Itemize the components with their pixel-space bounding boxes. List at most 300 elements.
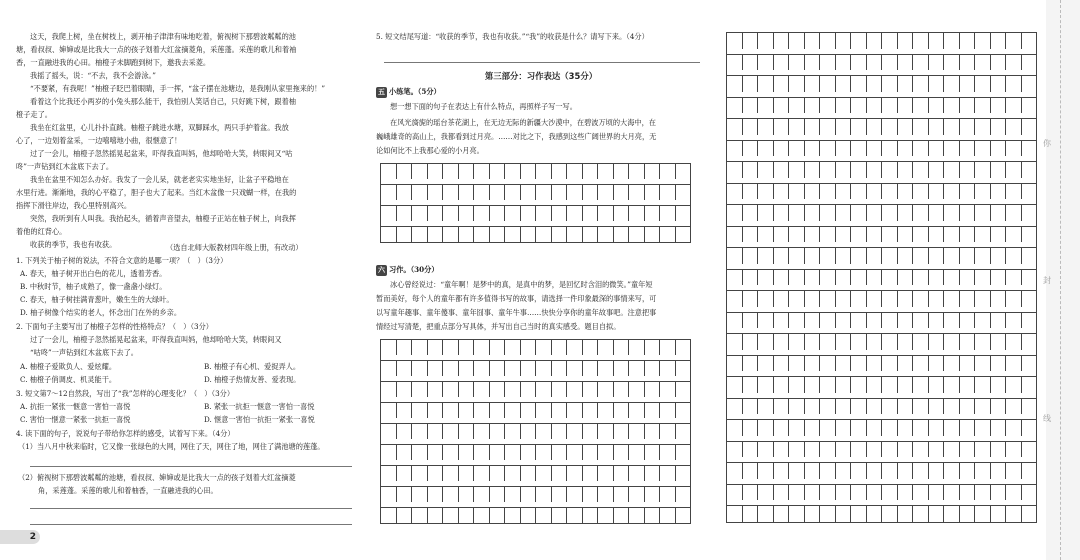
- grid-cell[interactable]: [866, 54, 882, 71]
- grid-cell[interactable]: [943, 312, 959, 329]
- grid-cell[interactable]: [819, 140, 835, 157]
- section-6-writing-grid-top[interactable]: [380, 339, 691, 524]
- grid-cell[interactable]: [804, 226, 820, 243]
- grid-cell[interactable]: [1021, 441, 1037, 458]
- grid-cell[interactable]: [835, 355, 851, 372]
- grid-cell[interactable]: [912, 505, 928, 522]
- grid-cell[interactable]: [726, 204, 742, 221]
- grid-cell[interactable]: [897, 312, 913, 329]
- grid-cell[interactable]: [396, 507, 412, 523]
- grid-cell[interactable]: [773, 140, 789, 157]
- grid-cell[interactable]: [380, 507, 396, 523]
- grid-cell[interactable]: [866, 183, 882, 200]
- grid-cell[interactable]: [644, 444, 660, 460]
- grid-cell[interactable]: [974, 75, 990, 92]
- grid-cell[interactable]: [473, 402, 489, 418]
- grid-cell[interactable]: [504, 465, 520, 481]
- grid-cell[interactable]: [396, 465, 412, 481]
- grid-cell[interactable]: [1005, 462, 1021, 479]
- grid-cell[interactable]: [804, 441, 820, 458]
- q2-option-d[interactable]: D. 柚橙子热情友善、爱表现。: [204, 375, 301, 384]
- grid-cell[interactable]: [850, 161, 866, 178]
- grid-cell[interactable]: [866, 269, 882, 286]
- grid-cell[interactable]: [411, 163, 427, 179]
- grid-cell[interactable]: [881, 333, 897, 350]
- grid-cell[interactable]: [489, 163, 505, 179]
- grid-cell[interactable]: [835, 441, 851, 458]
- grid-cell[interactable]: [943, 32, 959, 49]
- grid-cell[interactable]: [866, 355, 882, 372]
- grid-cell[interactable]: [442, 486, 458, 502]
- grid-cell[interactable]: [551, 381, 567, 397]
- grid-cell[interactable]: [551, 423, 567, 439]
- grid-cell[interactable]: [726, 505, 742, 522]
- grid-cell[interactable]: [866, 247, 882, 264]
- grid-cell[interactable]: [489, 226, 505, 242]
- grid-cell[interactable]: [897, 269, 913, 286]
- grid-cell[interactable]: [788, 441, 804, 458]
- grid-cell[interactable]: [675, 423, 691, 439]
- grid-cell[interactable]: [974, 505, 990, 522]
- grid-cell[interactable]: [520, 339, 536, 355]
- grid-cell[interactable]: [757, 269, 773, 286]
- grid-cell[interactable]: [726, 226, 742, 243]
- grid-cell[interactable]: [613, 360, 629, 376]
- grid-cell[interactable]: [566, 423, 582, 439]
- grid-cell[interactable]: [773, 97, 789, 114]
- grid-cell[interactable]: [912, 398, 928, 415]
- grid-cell[interactable]: [928, 97, 944, 114]
- grid-cell[interactable]: [442, 465, 458, 481]
- grid-cell[interactable]: [804, 290, 820, 307]
- grid-cell[interactable]: [773, 226, 789, 243]
- grid-cell[interactable]: [458, 507, 474, 523]
- grid-cell[interactable]: [928, 290, 944, 307]
- grid-cell[interactable]: [551, 339, 567, 355]
- grid-cell[interactable]: [897, 140, 913, 157]
- grid-cell[interactable]: [1021, 140, 1037, 157]
- q2-option-b[interactable]: B. 柚橙子有心机、爱捉弄人。: [204, 362, 301, 371]
- grid-cell[interactable]: [380, 184, 396, 200]
- grid-cell[interactable]: [943, 462, 959, 479]
- grid-cell[interactable]: [582, 339, 598, 355]
- grid-cell[interactable]: [788, 161, 804, 178]
- grid-cell[interactable]: [788, 204, 804, 221]
- grid-cell[interactable]: [659, 184, 675, 200]
- grid-cell[interactable]: [866, 312, 882, 329]
- grid-cell[interactable]: [990, 54, 1006, 71]
- grid-cell[interactable]: [928, 462, 944, 479]
- grid-cell[interactable]: [850, 183, 866, 200]
- grid-cell[interactable]: [819, 398, 835, 415]
- grid-cell[interactable]: [773, 441, 789, 458]
- q3-option-d[interactable]: D. 惬意一害怕一抗拒一紧张一喜悦: [204, 415, 315, 424]
- grid-cell[interactable]: [990, 398, 1006, 415]
- grid-cell[interactable]: [473, 507, 489, 523]
- grid-cell[interactable]: [659, 402, 675, 418]
- grid-cell[interactable]: [835, 183, 851, 200]
- grid-cell[interactable]: [582, 205, 598, 221]
- grid-cell[interactable]: [582, 184, 598, 200]
- grid-cell[interactable]: [396, 360, 412, 376]
- grid-cell[interactable]: [943, 247, 959, 264]
- grid-cell[interactable]: [411, 423, 427, 439]
- grid-cell[interactable]: [804, 97, 820, 114]
- grid-cell[interactable]: [442, 205, 458, 221]
- grid-cell[interactable]: [473, 381, 489, 397]
- grid-cell[interactable]: [535, 360, 551, 376]
- grid-cell[interactable]: [804, 32, 820, 49]
- grid-cell[interactable]: [974, 333, 990, 350]
- grid-cell[interactable]: [866, 32, 882, 49]
- grid-cell[interactable]: [928, 226, 944, 243]
- grid-cell[interactable]: [773, 333, 789, 350]
- grid-cell[interactable]: [1021, 398, 1037, 415]
- grid-cell[interactable]: [675, 360, 691, 376]
- grid-cell[interactable]: [757, 355, 773, 372]
- grid-cell[interactable]: [520, 486, 536, 502]
- grid-cell[interactable]: [943, 118, 959, 135]
- grid-cell[interactable]: [773, 376, 789, 393]
- grid-cell[interactable]: [427, 507, 443, 523]
- grid-cell[interactable]: [850, 484, 866, 501]
- grid-cell[interactable]: [990, 75, 1006, 92]
- grid-cell[interactable]: [974, 97, 990, 114]
- grid-cell[interactable]: [504, 205, 520, 221]
- grid-cell[interactable]: [835, 484, 851, 501]
- grid-cell[interactable]: [597, 444, 613, 460]
- grid-cell[interactable]: [427, 486, 443, 502]
- grid-cell[interactable]: [535, 423, 551, 439]
- grid-cell[interactable]: [928, 183, 944, 200]
- grid-cell[interactable]: [1005, 505, 1021, 522]
- grid-cell[interactable]: [943, 419, 959, 436]
- grid-cell[interactable]: [597, 402, 613, 418]
- grid-cell[interactable]: [990, 462, 1006, 479]
- grid-cell[interactable]: [990, 97, 1006, 114]
- grid-cell[interactable]: [628, 423, 644, 439]
- grid-cell[interactable]: [959, 484, 975, 501]
- grid-cell[interactable]: [504, 507, 520, 523]
- grid-cell[interactable]: [928, 376, 944, 393]
- grid-cell[interactable]: [597, 360, 613, 376]
- grid-cell[interactable]: [990, 226, 1006, 243]
- grid-cell[interactable]: [442, 226, 458, 242]
- grid-cell[interactable]: [881, 462, 897, 479]
- grid-cell[interactable]: [473, 339, 489, 355]
- grid-cell[interactable]: [928, 398, 944, 415]
- grid-cell[interactable]: [757, 484, 773, 501]
- grid-cell[interactable]: [442, 507, 458, 523]
- grid-cell[interactable]: [804, 269, 820, 286]
- grid-cell[interactable]: [757, 505, 773, 522]
- grid-cell[interactable]: [881, 204, 897, 221]
- grid-cell[interactable]: [504, 360, 520, 376]
- grid-cell[interactable]: [489, 423, 505, 439]
- grid-cell[interactable]: [566, 381, 582, 397]
- grid-cell[interactable]: [551, 205, 567, 221]
- grid-cell[interactable]: [835, 333, 851, 350]
- grid-cell[interactable]: [659, 205, 675, 221]
- grid-cell[interactable]: [411, 402, 427, 418]
- grid-cell[interactable]: [597, 423, 613, 439]
- grid-cell[interactable]: [535, 205, 551, 221]
- q1-option-c[interactable]: C. 春天，柚子树挂满青葱叶，嫩生生的大绿叶。: [20, 295, 174, 304]
- grid-cell[interactable]: [644, 339, 660, 355]
- grid-cell[interactable]: [726, 54, 742, 71]
- grid-cell[interactable]: [881, 441, 897, 458]
- grid-cell[interactable]: [835, 54, 851, 71]
- grid-cell[interactable]: [928, 355, 944, 372]
- grid-cell[interactable]: [897, 376, 913, 393]
- grid-cell[interactable]: [396, 381, 412, 397]
- grid-cell[interactable]: [866, 204, 882, 221]
- grid-cell[interactable]: [535, 486, 551, 502]
- grid-cell[interactable]: [788, 97, 804, 114]
- grid-cell[interactable]: [597, 184, 613, 200]
- grid-cell[interactable]: [582, 507, 598, 523]
- grid-cell[interactable]: [959, 419, 975, 436]
- grid-cell[interactable]: [742, 161, 758, 178]
- grid-cell[interactable]: [757, 376, 773, 393]
- grid-cell[interactable]: [380, 444, 396, 460]
- grid-cell[interactable]: [804, 204, 820, 221]
- grid-cell[interactable]: [535, 184, 551, 200]
- grid-cell[interactable]: [551, 163, 567, 179]
- grid-cell[interactable]: [726, 419, 742, 436]
- grid-cell[interactable]: [1005, 118, 1021, 135]
- grid-cell[interactable]: [804, 140, 820, 157]
- grid-cell[interactable]: [742, 97, 758, 114]
- grid-cell[interactable]: [788, 419, 804, 436]
- grid-cell[interactable]: [520, 184, 536, 200]
- grid-cell[interactable]: [473, 465, 489, 481]
- grid-cell[interactable]: [835, 398, 851, 415]
- grid-cell[interactable]: [897, 247, 913, 264]
- grid-cell[interactable]: [974, 398, 990, 415]
- grid-cell[interactable]: [458, 402, 474, 418]
- grid-cell[interactable]: [819, 161, 835, 178]
- grid-cell[interactable]: [804, 419, 820, 436]
- grid-cell[interactable]: [520, 444, 536, 460]
- grid-cell[interactable]: [726, 484, 742, 501]
- grid-cell[interactable]: [504, 339, 520, 355]
- grid-cell[interactable]: [1005, 441, 1021, 458]
- grid-cell[interactable]: [835, 226, 851, 243]
- grid-cell[interactable]: [396, 402, 412, 418]
- grid-cell[interactable]: [974, 161, 990, 178]
- grid-cell[interactable]: [788, 333, 804, 350]
- grid-cell[interactable]: [726, 312, 742, 329]
- grid-cell[interactable]: [912, 204, 928, 221]
- grid-cell[interactable]: [566, 402, 582, 418]
- grid-cell[interactable]: [551, 184, 567, 200]
- grid-cell[interactable]: [520, 423, 536, 439]
- grid-cell[interactable]: [520, 507, 536, 523]
- grid-cell[interactable]: [943, 376, 959, 393]
- grid-cell[interactable]: [850, 97, 866, 114]
- grid-cell[interactable]: [613, 486, 629, 502]
- grid-cell[interactable]: [757, 32, 773, 49]
- grid-cell[interactable]: [850, 226, 866, 243]
- grid-cell[interactable]: [866, 419, 882, 436]
- grid-cell[interactable]: [551, 226, 567, 242]
- grid-cell[interactable]: [943, 355, 959, 372]
- grid-cell[interactable]: [613, 163, 629, 179]
- grid-cell[interactable]: [757, 333, 773, 350]
- grid-cell[interactable]: [943, 333, 959, 350]
- grid-cell[interactable]: [819, 204, 835, 221]
- grid-cell[interactable]: [835, 290, 851, 307]
- grid-cell[interactable]: [819, 269, 835, 286]
- grid-cell[interactable]: [773, 183, 789, 200]
- grid-cell[interactable]: [804, 161, 820, 178]
- grid-cell[interactable]: [788, 312, 804, 329]
- grid-cell[interactable]: [726, 97, 742, 114]
- grid-cell[interactable]: [943, 398, 959, 415]
- grid-cell[interactable]: [582, 381, 598, 397]
- grid-cell[interactable]: [773, 247, 789, 264]
- grid-cell[interactable]: [881, 355, 897, 372]
- grid-cell[interactable]: [850, 312, 866, 329]
- grid-cell[interactable]: [757, 140, 773, 157]
- grid-cell[interactable]: [943, 183, 959, 200]
- grid-cell[interactable]: [974, 441, 990, 458]
- grid-cell[interactable]: [757, 54, 773, 71]
- grid-cell[interactable]: [943, 269, 959, 286]
- grid-cell[interactable]: [613, 381, 629, 397]
- grid-cell[interactable]: [819, 355, 835, 372]
- grid-cell[interactable]: [489, 444, 505, 460]
- grid-cell[interactable]: [742, 32, 758, 49]
- grid-cell[interactable]: [943, 226, 959, 243]
- grid-cell[interactable]: [912, 140, 928, 157]
- grid-cell[interactable]: [566, 486, 582, 502]
- grid-cell[interactable]: [866, 97, 882, 114]
- grid-cell[interactable]: [974, 204, 990, 221]
- grid-cell[interactable]: [613, 226, 629, 242]
- grid-cell[interactable]: [726, 161, 742, 178]
- grid-cell[interactable]: [566, 507, 582, 523]
- grid-cell[interactable]: [473, 184, 489, 200]
- q2-option-a[interactable]: A. 柚橙子爱欺负人、爱炫耀。: [20, 362, 117, 371]
- grid-cell[interactable]: [427, 423, 443, 439]
- grid-cell[interactable]: [1005, 54, 1021, 71]
- grid-cell[interactable]: [396, 163, 412, 179]
- grid-cell[interactable]: [458, 444, 474, 460]
- grid-cell[interactable]: [742, 247, 758, 264]
- grid-cell[interactable]: [566, 226, 582, 242]
- grid-cell[interactable]: [442, 339, 458, 355]
- grid-cell[interactable]: [990, 441, 1006, 458]
- grid-cell[interactable]: [835, 376, 851, 393]
- grid-cell[interactable]: [582, 226, 598, 242]
- grid-cell[interactable]: [1005, 376, 1021, 393]
- grid-cell[interactable]: [804, 355, 820, 372]
- grid-cell[interactable]: [773, 505, 789, 522]
- grid-cell[interactable]: [912, 312, 928, 329]
- grid-cell[interactable]: [819, 54, 835, 71]
- grid-cell[interactable]: [897, 226, 913, 243]
- q4-answer-line-1[interactable]: [30, 466, 352, 467]
- grid-cell[interactable]: [489, 205, 505, 221]
- grid-cell[interactable]: [912, 441, 928, 458]
- grid-cell[interactable]: [912, 54, 928, 71]
- grid-cell[interactable]: [912, 32, 928, 49]
- grid-cell[interactable]: [912, 183, 928, 200]
- grid-cell[interactable]: [1021, 462, 1037, 479]
- grid-cell[interactable]: [943, 75, 959, 92]
- grid-cell[interactable]: [974, 355, 990, 372]
- grid-cell[interactable]: [974, 183, 990, 200]
- grid-cell[interactable]: [628, 486, 644, 502]
- grid-cell[interactable]: [835, 97, 851, 114]
- grid-cell[interactable]: [881, 140, 897, 157]
- grid-cell[interactable]: [473, 205, 489, 221]
- grid-cell[interactable]: [644, 465, 660, 481]
- grid-cell[interactable]: [380, 226, 396, 242]
- grid-cell[interactable]: [773, 269, 789, 286]
- grid-cell[interactable]: [427, 360, 443, 376]
- grid-cell[interactable]: [773, 484, 789, 501]
- grid-cell[interactable]: [974, 226, 990, 243]
- grid-cell[interactable]: [912, 462, 928, 479]
- grid-cell[interactable]: [566, 444, 582, 460]
- grid-cell[interactable]: [804, 118, 820, 135]
- grid-cell[interactable]: [726, 118, 742, 135]
- grid-cell[interactable]: [881, 226, 897, 243]
- grid-cell[interactable]: [804, 54, 820, 71]
- grid-cell[interactable]: [644, 163, 660, 179]
- grid-cell[interactable]: [551, 507, 567, 523]
- grid-cell[interactable]: [535, 339, 551, 355]
- grid-cell[interactable]: [773, 161, 789, 178]
- grid-cell[interactable]: [959, 247, 975, 264]
- grid-cell[interactable]: [1005, 183, 1021, 200]
- grid-cell[interactable]: [628, 226, 644, 242]
- grid-cell[interactable]: [442, 402, 458, 418]
- grid-cell[interactable]: [396, 226, 412, 242]
- grid-cell[interactable]: [411, 381, 427, 397]
- grid-cell[interactable]: [535, 226, 551, 242]
- grid-cell[interactable]: [757, 441, 773, 458]
- grid-cell[interactable]: [850, 419, 866, 436]
- q3-option-c[interactable]: C. 害怕一惬意一紧张一抗拒一喜悦: [20, 415, 131, 424]
- grid-cell[interactable]: [535, 163, 551, 179]
- grid-cell[interactable]: [788, 75, 804, 92]
- grid-cell[interactable]: [442, 184, 458, 200]
- grid-cell[interactable]: [675, 402, 691, 418]
- grid-cell[interactable]: [850, 333, 866, 350]
- grid-cell[interactable]: [990, 290, 1006, 307]
- grid-cell[interactable]: [427, 163, 443, 179]
- grid-cell[interactable]: [866, 226, 882, 243]
- grid-cell[interactable]: [788, 505, 804, 522]
- grid-cell[interactable]: [520, 226, 536, 242]
- grid-cell[interactable]: [597, 226, 613, 242]
- grid-cell[interactable]: [1005, 226, 1021, 243]
- grid-cell[interactable]: [835, 269, 851, 286]
- grid-cell[interactable]: [380, 486, 396, 502]
- grid-cell[interactable]: [582, 465, 598, 481]
- grid-cell[interactable]: [943, 505, 959, 522]
- grid-cell[interactable]: [726, 183, 742, 200]
- grid-cell[interactable]: [644, 381, 660, 397]
- grid-cell[interactable]: [489, 339, 505, 355]
- grid-cell[interactable]: [644, 184, 660, 200]
- grid-cell[interactable]: [427, 226, 443, 242]
- grid-cell[interactable]: [819, 226, 835, 243]
